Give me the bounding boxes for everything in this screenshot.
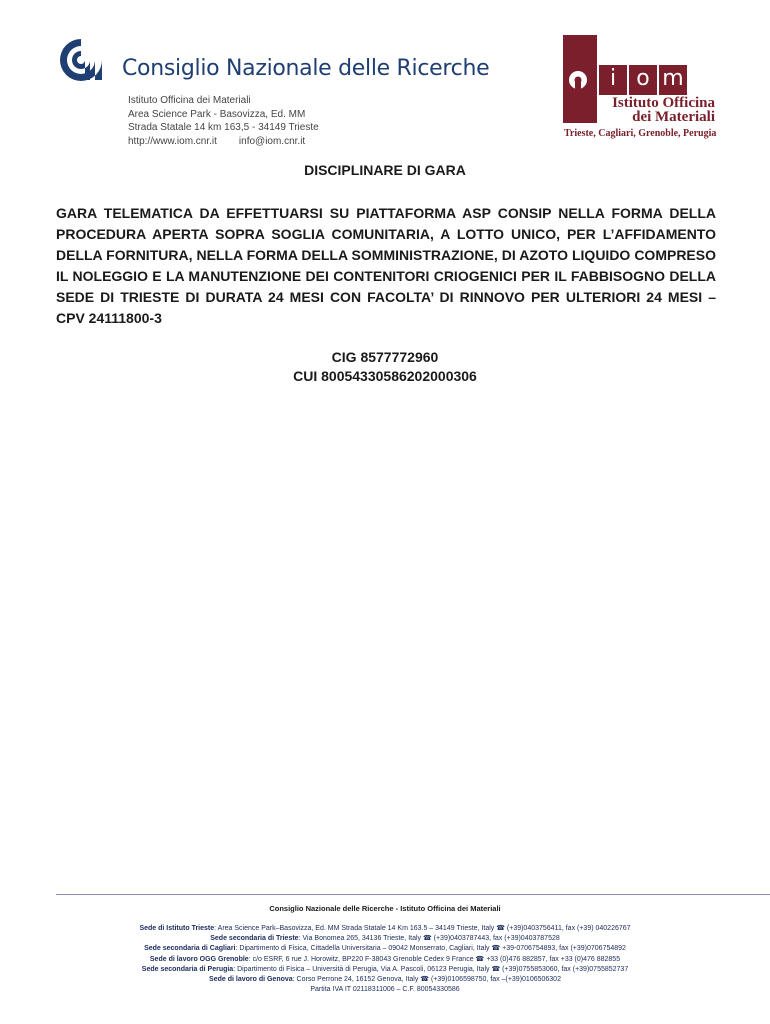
document-title: GARA TELEMATICA DA EFFETTUARSI SU PIATTAFORMA ASP CONSIP NELLA FORMA DELLA PROCEDURA APERTA SOPRA SOGLIA COMUNITARIA, A LOTTO UNICO, PER L’AFFIDAMENTO DELLA FORNITURA, NELLA FORMA DELLA SOMMINISTRAZIONE, DI AZOTO LIQUIDO COMPRESO IL NOLEGGIO E LA MANUTENZIONE DEI CONTENITORI CRIOGENICI PER IL FABBISOGNO DELLA SEDE DI TRIESTE DI DURATA 24 MESI CON FACOLTA’ DI RINNOVO PER ULTERIORI 24 MESI – CPV 24111800-3 [56,205,716,326]
footer-line [0,934,770,944]
footer-line-text: : Dipartimento di Fisica – Università di Perugia, Via A. Pascoli, 06123 Perugia, Italy ☎ (+39)0755853060, fax (+39)0755852737 [233,965,629,973]
iom-emblem-icon [567,69,589,91]
iom-title-line1: Istituto Officina [612,95,715,111]
footer-line-label: Sede secondaria di Cagliari [144,945,236,953]
footer-line-label: Sede di lavoro di Genova [209,976,293,984]
footer-line-text: : Via Bonomea 265, 34136 Trieste, Italy ☎ (+39)0403787443, fax (+39)0403787528 [298,935,560,943]
cnr-logo-icon [56,36,106,82]
footer-line [0,955,770,965]
iom-letters [599,65,689,95]
website-link[interactable]: http://www.iom.cnr.it [128,135,217,147]
footer-line [0,985,770,995]
address-line: Area Science Park - Basovizza, Ed. MM [128,108,306,120]
footer-line-label: Sede di Istituto Trieste [139,925,215,932]
iom-letter: i [599,65,627,95]
footer-line-text: : c/o ESRF, 6 rue J. Horowitz, BP220 F-38043 Grenoble Cedex 9 France ☎ +33 (0)476 882857, fax +33 (0)476 882855 [248,955,621,963]
footer-divider [56,894,770,895]
iom-title-line2: dei Materiali [632,109,715,125]
footer-line-text: : Area Science Park–Basovizza, Ed. MM Strada Statale 14 Km 163.5 – 34149 Trieste, Italy ☎ (+39)0403756411, fax (+39) 040226767 [214,925,631,932]
footer-line-label: Sede secondaria di Perugia [141,965,234,973]
footer-line-label: Sede secondaria di Trieste [210,935,299,943]
footer-heading: Consiglio Nazionale delle Ricerche - Istituto Officina dei Materiali [269,904,501,913]
footer-line-label: Sede di lavoro OGG Grenoble [149,955,249,963]
org-name: Consiglio Nazionale delle Ricerche [122,56,490,81]
footer-addresses [0,924,770,995]
iom-sites: Trieste, Cagliari, Grenoble, Perugia [564,128,717,139]
org-address [128,94,319,148]
footer-line [0,975,770,985]
footer-line [0,944,770,954]
iom-letter: m [659,65,687,95]
footer-line-text: : Dipartimento di Fisica, Cittadella Universitaria – 09042 Monserrato, Cagliari, Italy ☎ +39-0706754893, fax (+39)0706754892 [235,945,626,953]
address-line: Istituto Officina dei Materiali [128,95,251,106]
cui-code: CUI 80054330586202000306 [293,368,477,384]
iom-letter: o [629,65,657,95]
footer-line-text: : Corso Perrone 24, 16152 Genova, Italy ☎ (+39)0106598750, fax –(+39)0106506302 [292,976,561,984]
address-line: Strada Statale 14 km 163,5 - 34149 Trieste [128,122,319,133]
footer-line [0,924,770,934]
footer-line-text: Partita IVA IT 02118311006 – C.F. 80054330586 [310,986,460,994]
cig-code: CIG 8577772960 [331,349,439,365]
document-codes [0,348,770,386]
document-heading: DISCIPLINARE DI GARA [304,162,466,178]
email-link[interactable]: info@iom.cnr.it [238,135,306,147]
footer-line [0,965,770,975]
iom-logo [563,35,723,145]
